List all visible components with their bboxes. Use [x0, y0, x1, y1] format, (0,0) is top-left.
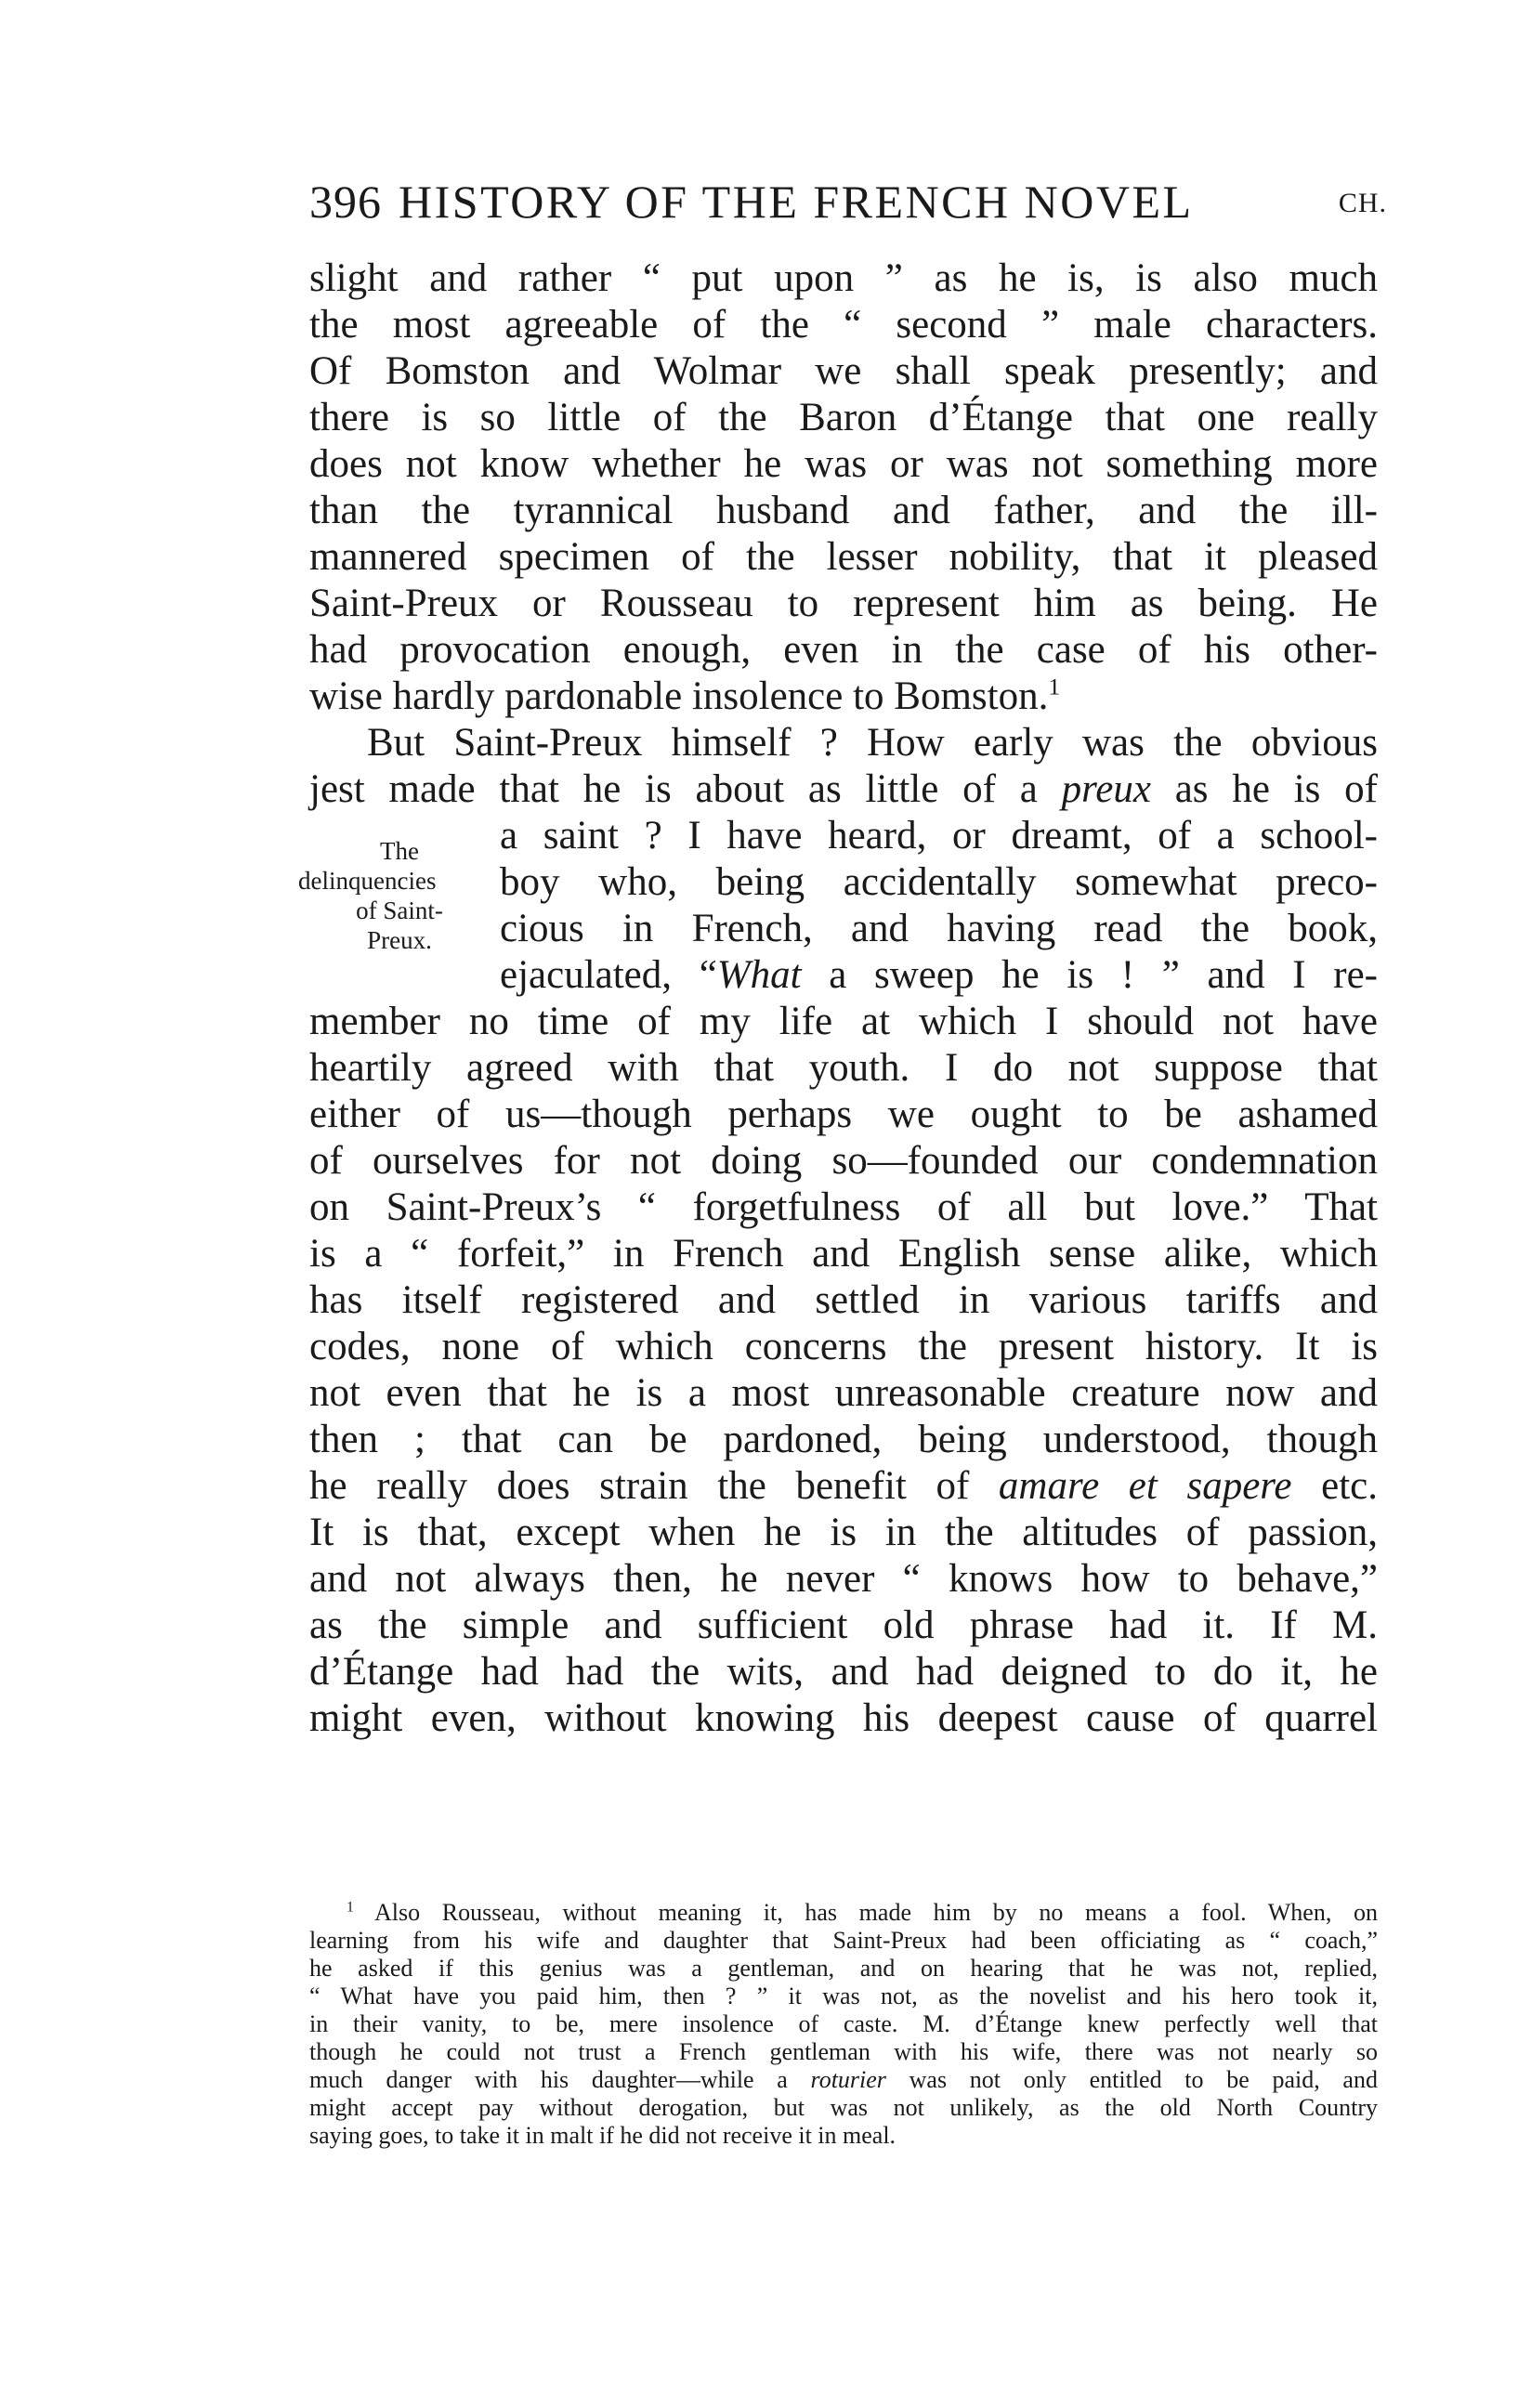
- text-line: either of us—though perhaps we ought to be ashamed: [309, 1093, 1378, 1136]
- italic-word: roturier: [810, 2066, 886, 2093]
- text-line: on Saint-Preux’s “ forgetfulness of all but love.” That: [309, 1185, 1378, 1229]
- margin-note-line: Preux.: [367, 926, 432, 954]
- footnote-line: saying goes, to take it in malt if he did not receive it in meal.: [309, 2122, 896, 2149]
- margin-note-line: delinquencies: [298, 867, 437, 895]
- running-title: HISTORY OF THE FRENCH NOVEL: [399, 176, 1194, 228]
- margin-note: [298, 836, 497, 955]
- text-line: might even, without knowing his deepest cause of quarrel: [309, 1696, 1378, 1740]
- text-line: a saint ? I have heard, or dreamt, of a school-: [500, 814, 1378, 857]
- text-segment: Also Rousseau, without meaning it, has made him by no means a fool. When, on: [374, 1899, 1378, 1926]
- text-line: has itself registered and settled in various tariffs and: [309, 1278, 1378, 1322]
- text-line: of ourselves for not doing so—founded our condemnation: [309, 1139, 1378, 1183]
- text-line: codes, none of which concerns the present history. It is: [309, 1325, 1378, 1368]
- italic-word: preux: [1061, 767, 1151, 811]
- text-line: than the tyrannical husband and father, and the ill-: [309, 489, 1378, 532]
- text-line: is a “ forfeit,” in French and English sense alike, which: [309, 1232, 1378, 1276]
- footnote-line: “ What have you paid him, then ? ” it was not, as the novelist and his hero took it,: [309, 1983, 1378, 2009]
- text-segment: jest made that he is about as little of a: [309, 767, 1062, 811]
- text-line: cious in French, and having read the book,: [500, 907, 1378, 950]
- text-segment: much danger with his daughter—while a: [309, 2066, 811, 2093]
- italic-phrase: amare et sapere: [998, 1464, 1292, 1508]
- text-line: Saint-Preux or Rousseau to represent him as being. He: [309, 582, 1378, 625]
- text-line: member no time of my life at which I should not have: [309, 1000, 1378, 1043]
- text-line: had provocation enough, even in the case of his other-: [309, 628, 1378, 672]
- footnote-line: might accept pay without derogation, but was not unlikely, as the old North Country: [309, 2094, 1378, 2121]
- footnote-reference: 1: [1048, 673, 1061, 700]
- footnote-line: he asked if this genius was a gentleman, and on hearing that he was not, replied,: [309, 1955, 1378, 1982]
- page-number: 396: [309, 176, 382, 228]
- footnote-line: [309, 2067, 1378, 2093]
- italic-word: What: [716, 953, 802, 997]
- text-line: [500, 952, 1378, 999]
- text-line: [309, 766, 1378, 813]
- text-segment: ejaculated, “: [500, 953, 717, 997]
- text-line: then ; that can be pardoned, being understood, though: [309, 1418, 1378, 1461]
- text-line: d’Étange had had the wits, and had deigned to do it, he: [309, 1650, 1378, 1694]
- running-header: [309, 175, 1387, 230]
- footnote-marker: 1: [347, 1899, 354, 1916]
- text-line: boy who, being accidentally somewhat preco-: [500, 860, 1378, 904]
- text-line: It is that, except when he is in the altitudes of passion,: [309, 1511, 1378, 1554]
- footnote-line: [309, 1900, 1378, 1926]
- text-segment: as he is of: [1150, 767, 1379, 811]
- text-line: Of Bomston and Wolmar we shall speak presently; and: [309, 349, 1378, 393]
- text-line: does not know whether he was or was not something more: [309, 442, 1378, 486]
- text-line: [309, 674, 1378, 720]
- text-segment: he really does strain the benefit of: [309, 1464, 999, 1508]
- text-line: there is so little of the Baron d’Étange that one really: [309, 396, 1378, 439]
- text-line: heartily agreed with that youth. I do not suppose that: [309, 1046, 1378, 1090]
- text-line: as the simple and sufficient old phrase had it. If M.: [309, 1603, 1378, 1647]
- text-line: But Saint-Preux himself ? How early was the obvious: [367, 721, 1378, 765]
- text-line: and not always then, he never “ knows how to behave,”: [309, 1557, 1378, 1601]
- text-segment: wise hardly pardonable insolence to Bomston.: [309, 674, 1049, 718]
- text-segment: a sweep he is ! ” and I re-: [801, 953, 1378, 997]
- footnote-line: though he could not trust a French gentleman with his wife, there was not nearly so: [309, 2038, 1378, 2065]
- text-line: slight and rather “ put upon ” as he is, is also much: [309, 256, 1378, 300]
- footnote-line: learning from his wife and daughter that Saint-Preux had been officiating as “ coach,”: [309, 1927, 1378, 1954]
- chapter-abbreviation: CH.: [1338, 188, 1387, 218]
- margin-note-line: of Saint-: [356, 896, 443, 924]
- text-segment: etc.: [1291, 1464, 1378, 1508]
- text-line: [309, 1463, 1378, 1510]
- text-line: the most agreeable of the “ second ” male characters.: [309, 303, 1378, 347]
- margin-note-line: The: [380, 837, 419, 865]
- text-segment: was not only entitled to be paid, and: [885, 2066, 1378, 2093]
- text-line: mannered specimen of the lesser nobility, that it pleased: [309, 535, 1378, 579]
- text-line: not even that he is a most unreasonable creature now and: [309, 1371, 1378, 1415]
- footnote-line: in their vanity, to be, mere insolence of caste. M. d’Étange knew perfectly well that: [309, 2010, 1378, 2037]
